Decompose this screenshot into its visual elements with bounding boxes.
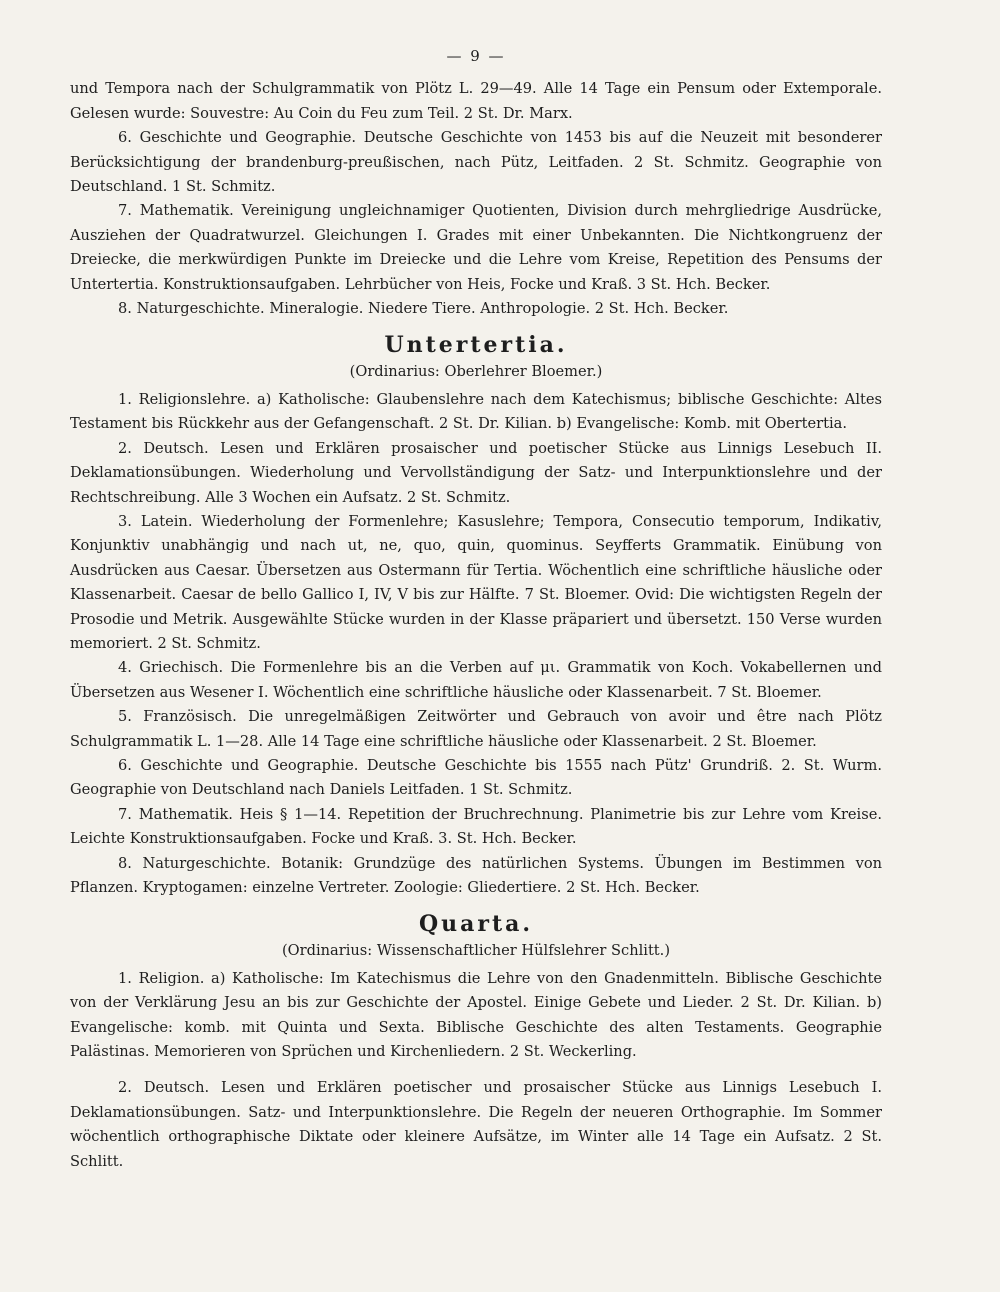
ordinarius-untertertia: (Ordinarius: Oberlehrer Bloemer.) (349, 363, 603, 381)
paragraph-untertertia-1: 1. Religionslehre. a) Katholische: Glaubenslehre nach dem Katechismus; biblische Geschichte: Altes Testament bis Rückkehr aus der Gefangenschaft. 2 St. Dr. Kilian. b) Evangelische: Komb. mit Obertertia. (70, 390, 882, 433)
page-number: — 9 — (446, 47, 506, 65)
document-page (70, 44, 882, 1174)
paragraph-intro-3: 7. Mathematik. Vereinigung ungleichnamiger Quotienten, Division durch mehrgliedrige Ausdrücke, Ausziehen der Quadratwurzel. Gleichungen I. Grades mit einer Unbekannten. Die Nichtkongruenz der Dreiecke, die merkwürdigen Punkte im Dreiecke und die Lehre vom Kreise, Repetition des Pensums der Untertertia. Konstruktionsaufgaben. Lehrbücher von Heis, Focke und Kraß. 3 St. Hch. Becker. (70, 202, 882, 293)
paragraph-untertertia-7: 7. Mathematik. Heis § 1—14. Repetition der Bruchrechnung. Planimetrie bis zur Lehre vom Kreise. Leichte Konstruktionsaufgaben. Focke und Kraß. 3. St. Hch. Becker. (70, 805, 882, 848)
paragraph-untertertia-8: 8. Naturgeschichte. Botanik: Grundzüge des natürlichen Systems. Übungen im Bestimmen von Pflanzen. Kryptogamen: einzelne Vertreter. Zoologie: Gliedertiere. 2 St. Hch. Becker. (70, 854, 882, 896)
paragraph-untertertia-3: 3. Latein. Wiederholung der Formenlehre; Kasuslehre; Tempora, Consecutio temporum, Indikativ, Konjunktiv unabhängig und nach ut, ne, quo, quin, quominus. Seyfferts Grammatik. Einübung von Ausdrücken aus Caesar. Übersetzen aus Ostermann für Tertia. Wöchentlich eine schriftliche häusliche oder Klassenarbeit. Caesar de bello Gallico I, IV, V bis zur Hälfte. 7 St. Bloemer. Ovid: Die wichtigsten Regeln der Prosodie und Metrik. Ausgewählte Stücke wurden in der Klasse präpariert und übersetzt. 150 Verse wurden memoriert. 2 St. Schmitz. (70, 512, 882, 652)
paragraph-untertertia-6: 6. Geschichte und Geographie. Deutsche Geschichte bis 1555 nach Pütz' Grundriß. 2. St. Wurm. Geographie von Deutschland nach Daniels Leitfaden. 1 St. Schmitz. (70, 756, 882, 799)
paragraph-quarta-1: 1. Religion. a) Katholische: Im Katechismus die Lehre von den Gnadenmitteln. Biblische Geschichte von der Verklärung Jesu an bis zur Geschichte der Apostel. Einige Gebete und Lieder. 2 St. Dr. Kilian. b) Evangelische: komb. mit Quinta und Sexta. Biblische Geschichte des alten Testaments. Geographie Palästinas. Memorieren von Sprüchen und Kirchenliedern. 2 St. Weckerling. (70, 969, 882, 1061)
paragraph-untertertia-5: 5. Französisch. Die unregelmäßigen Zeitwörter und Gebrauch von avoir und être nach Plötz Schulgrammatik L. 1—28. Alle 14 Tage eine schriftliche häusliche oder Klassenarbeit. 2 St. Bloemer. (70, 708, 882, 750)
paragraph-intro-4: 8. Naturgeschichte. Mineralogie. Niedere Tiere. Anthropologie. 2 St. Hch. Becker. (118, 300, 729, 318)
section-heading-untertertia: Untertertia. (384, 332, 568, 359)
paragraph-untertertia-2: 2. Deutsch. Lesen und Erklären prosaischer und poetischer Stücke aus Linnigs Lesebuch II. Deklamationsübungen. Wiederholung und Vervollständigung der Satz- und Interpunktionslehre und der Rechtschreibung. Alle 3 Wochen ein Aufsatz. 2 St. Schmitz. (70, 439, 882, 506)
paragraph-untertertia-4: 4. Griechisch. Die Formenlehre bis an die Verben auf μι. Grammatik von Koch. Vokabellernen und Übersetzen aus Wesener I. Wöchentlich eine schriftliche häusliche oder Klassenarbeit. 7 St. Bloemer. (70, 659, 882, 701)
ordinarius-quarta: (Ordinarius: Wissenschaftlicher Hülfslehrer Schlitt.) (281, 942, 671, 960)
paragraph-quarta-2: 2. Deutsch. Lesen und Erklären poetischer und prosaischer Stücke aus Linnigs Lesebuch I. Deklamationsübungen. Satz- und Interpunktionslehre. Die Regeln der neueren Orthographie. Im Sommer wöchentlich orthographische Diktate oder kleinere Aufsätze, im Winter alle 14 Tage ein Aufsatz. 2 St. Schlitt. (70, 1079, 882, 1170)
paragraph-intro-1: und Tempora nach der Schulgrammatik von Plötz L. 29—49. Alle 14 Tage ein Pensum oder Extemporale. Gelesen wurde: Souvestre: Au Coin du Feu zum Teil. 2 St. Dr. Marx. (70, 80, 882, 122)
section-heading-quarta: Quarta. (418, 911, 534, 938)
paragraph-intro-2: 6. Geschichte und Geographie. Deutsche Geschichte von 1453 bis auf die Neuzeit mit besonderer Berücksichtigung der brandenburg-preußischen, nach Pütz, Leitfaden. 2 St. Schmitz. Geographie von Deutschland. 1 St. Schmitz. (70, 129, 882, 196)
